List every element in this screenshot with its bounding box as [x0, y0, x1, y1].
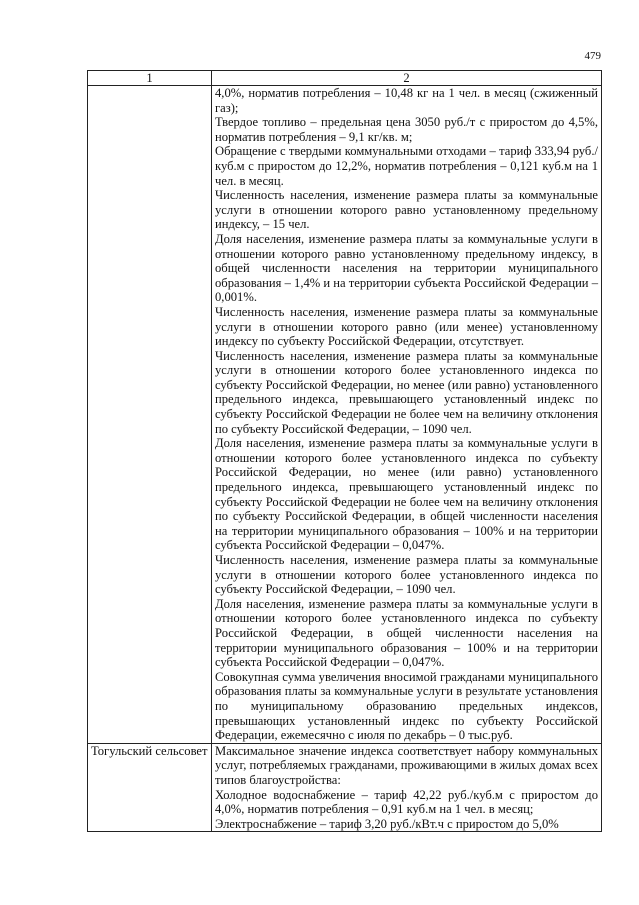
paragraph: Доля населения, изменение размера платы за коммунальные услуги в отношении которого более установленного индекса по субъекту Российской Федерации, в общей численности населения на территории муниципального образования – 100% и на территории субъекта Российской Федерации – 0,047%.	[215, 596, 598, 670]
paragraph: Электроснабжение – тариф 3,20 руб./кВт.ч с приростом до 5,0%	[215, 816, 559, 831]
paragraph: Численность населения, изменение размера платы за коммунальные услуги в отношении которого равно установленному предельному индексу, – 15 чел.	[215, 188, 598, 232]
page-number: 479	[584, 50, 601, 62]
paragraph: Обращение с твердыми коммунальными отходами – тариф 333,94 руб./куб.м с приростом до 12,2%, норматив потребления – 0,121 куб.м на 1 чел. в месяц.	[215, 144, 598, 188]
description-cell	[212, 743, 602, 832]
municipality-name-cell	[88, 86, 212, 744]
column-header-1: 1	[88, 71, 212, 86]
paragraph: Численность населения, изменение размера платы за коммунальные услуги в отношении которого более установленного индекса по субъекту Российской Федерации, – 1090 чел.	[215, 553, 598, 597]
paragraph: Доля населения, изменение размера платы за коммунальные услуги в отношении которого равно установленному предельному индексу, в общей численности населения на территории муниципального образования – 1,4% и на территории субъекта Российской Федерации – 0,001%.	[215, 231, 598, 305]
paragraph: 4,0%, норматив потребления – 10,48 кг на 1 чел. в месяц (сжиженный газ);	[215, 86, 598, 115]
paragraph: Доля населения, изменение размера платы за коммунальные услуги в отношении которого более установленного индекса по субъекту Российской Федерации, но менее (или равно) установленного предельного индекса, превышающего установленный индекс по субъекту Российской Федерации не более чем на величину отклонения по субъекту Российской Федерации, в общей численности населения на территории муниципального образования – 100% и на территории субъекта Российской Федерации – 0,047%.	[215, 436, 598, 553]
table-row	[88, 86, 602, 744]
description-cell	[212, 86, 602, 744]
paragraph: Совокупная сумма увеличения вносимой гражданами муниципального образования платы за коммунальные услуги в результате установления по муниципальному образованию предельных индексов, превышающих установленный индекс по субъекту Российской Федерации, ежемесячно с июля по декабрь – 0 тыс.руб.	[215, 669, 598, 743]
table-header-row	[88, 71, 602, 86]
data-table	[87, 70, 602, 832]
paragraph: Численность населения, изменение размера платы за коммунальные услуги в отношении которого равно (или менее) установленному индексу по субъекту Российской Федерации, отсутствует.	[215, 304, 598, 349]
table-row	[88, 743, 602, 832]
municipality-name-cell: Тогульский сельсовет	[88, 743, 212, 832]
paragraph: Численность населения, изменение размера платы за коммунальные услуги в отношении которого более установленного индекса по субъекту Российской Федерации, но менее (или равно) установленного предельного индекса, превышающего установленный индекс по субъекту Российской Федерации не более чем на величину отклонения по субъекту Российской Федерации, – 1090 чел.	[215, 348, 598, 436]
column-header-2: 2	[212, 71, 602, 86]
paragraph: Максимальное значение индекса соответствует набору коммунальных услуг, потребляемых гражданами, проживающими в жилых домах всех типов благоустройства:	[215, 743, 598, 787]
paragraph: Твердое топливо – предельная цена 3050 руб./т с приростом до 4,5%, норматив потребления – 9,1 кг/кв. м;	[215, 115, 598, 144]
paragraph: Холодное водоснабжение – тариф 42,22 руб./куб.м с приростом до 4,0%, норматив потребления – 0,91 куб.м на 1 чел. в месяц;	[215, 787, 598, 817]
